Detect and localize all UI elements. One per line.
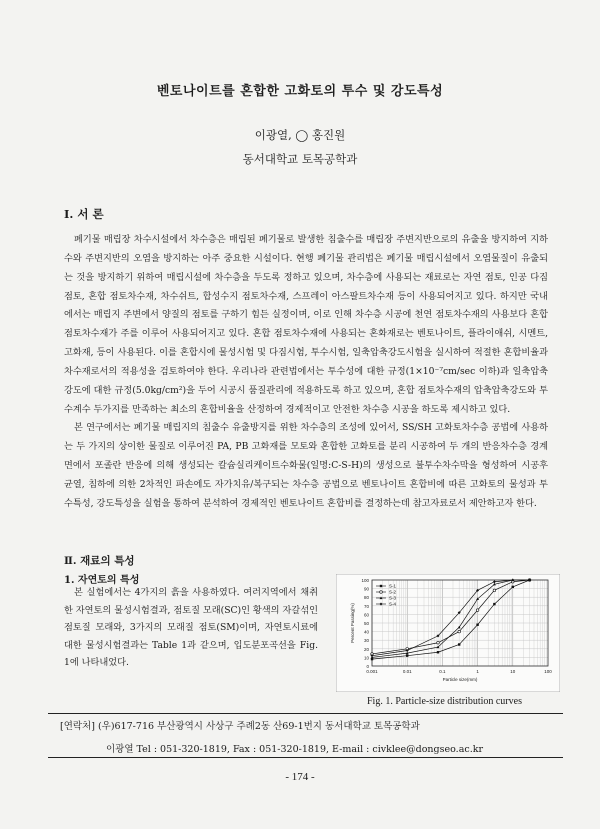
- figure-caption: Fig. 1. Particle-size distribution curves: [367, 696, 522, 707]
- data-point-s-2: [458, 630, 461, 633]
- x-axis-label: Particle size(mm): [442, 677, 478, 682]
- introduction-body: [64, 231, 548, 514]
- data-point-s-2: [437, 641, 440, 644]
- y-tick-label: 80: [363, 595, 369, 601]
- x-tick-label: 0.001: [366, 669, 378, 674]
- intro-paragraph-2: 본 연구에서는 폐기물 매립지의 침출수 유출방지를 위한 차수층의 조성에 있어서, SS/SH 고화토차수층 공법에 사용하는 두 가지의 상이한 물질로 이루어진 PA, PB 고화재를 모토와 혼합한 고화토를 분리 시공하여 두 개의 반응차수층 경계면에서 포졸란 반응에 의해 생성되는 칼슘실리케이트수화물(일명:C-S-H)의 생성으로 불투수차수막을 형성하여 시공후 균열, 침하에 의한 2차적인 파손에도 자가치유/복구되는 차수층 공법으로 벤토나이트 혼합비에 따른 고화토의 물성과 투수특성, 강도특성을 실험을 통하여 분석하여 경제적인 벤토나이트 혼합비를 결정하는데 참고자료로서 제안하고자 한다.: [64, 422, 548, 509]
- particle-size-chart: [336, 574, 560, 692]
- y-tick-label: 50: [363, 621, 369, 626]
- materials-body: [64, 584, 318, 672]
- y-tick-label: 70: [363, 603, 369, 609]
- legend-marker-s-1: [380, 585, 382, 587]
- footnote-rule-bottom: [48, 757, 563, 758]
- x-tick-label: 0.1: [439, 669, 446, 674]
- subsection-1-heading: 1. 자연토의 특성: [64, 575, 140, 586]
- section-1-heading: Ⅰ. 서 론: [64, 207, 104, 221]
- affiliation: 동서대학교 토목공학과: [242, 152, 358, 166]
- x-tick-label: 10: [510, 669, 516, 674]
- contact-address: [연락처] (우)617-716 부산광역시 사상구 주례2동 산69-1번지 동서대학교 토목공학과: [60, 721, 420, 732]
- contact-phone-email: 이광열 Tel : 051-320-1819, Fax : 051-320-1819, E-mail : civklee@dongseo.ac.kr: [106, 744, 484, 755]
- legend-label-s-3: S-3: [389, 595, 397, 601]
- y-tick-label: 20: [363, 646, 369, 652]
- section-2-heading: Ⅱ. 재료의 특성: [64, 555, 135, 567]
- y-tick-label: 100: [361, 578, 369, 583]
- footnote-rule-top: [48, 713, 563, 714]
- author-names: 이광열, ◯ 홍진원: [254, 128, 346, 142]
- data-point-s-1: [458, 643, 460, 645]
- data-point-s-1: [476, 624, 478, 626]
- data-point-s-1: [493, 603, 495, 605]
- y-tick-label: 40: [363, 629, 369, 635]
- y-tick-label: 10: [363, 655, 369, 661]
- x-tick-label: 0.01: [402, 669, 412, 674]
- legend-label-s-1: S-1: [389, 583, 397, 589]
- y-tick-label: 60: [363, 612, 369, 618]
- legend-marker-s-2: [380, 591, 383, 594]
- legend-label-s-2: S-2: [389, 589, 397, 595]
- y-tick-label: 30: [363, 638, 369, 644]
- paper-title: 벤토나이트를 혼합한 고화토의 투수 및 강도특성: [156, 84, 444, 99]
- figure-frame: [336, 574, 560, 692]
- data-point-s-1: [512, 586, 514, 588]
- y-tick-label: 90: [363, 586, 369, 592]
- data-point-s-1: [406, 654, 408, 656]
- x-tick-label: 100: [544, 669, 552, 674]
- y-axis-label: Percent Passing(%): [350, 603, 355, 643]
- data-point-s-2: [476, 609, 479, 612]
- figure-1: [336, 574, 560, 692]
- data-point-s-1: [437, 651, 439, 653]
- page-number: - 174 -: [285, 771, 315, 783]
- materials-paragraph: 본 실험에서는 4가지의 흙을 사용하였다. 여러지역에서 채취한 자연토의 물성시험결과, 점토질 모래(SC)인 황색의 자갈섞인 점토질 모래와, 3가지의 모래질 점토(SM)이며, 자연토시료에 대한 물성시험결과는 Table 1과 같으며, 입도분포곡선을 Fig. 1에 나타내었다.: [64, 587, 318, 668]
- y-tick-label: 0: [366, 664, 369, 669]
- data-point-s-2: [493, 589, 496, 592]
- intro-paragraph-1: 폐기물 매립장 차수시설에서 차수층은 매립된 폐기물로 발생한 침출수를 매립장 주변지반으로의 유출을 방지하여 지하수와 주변지반의 오염을 방지하는 아주 중요한 시설이다. 현행 폐기물 관리법은 폐기물 매립시설에서 오염물질이 유출되는 것을 방지하기 위하여 매립시설에 차수층을 두도록 정하고 있으며, 차수층에 사용되는 재료로는 자연 점토, 인공 다짐점토, 혼합 점토차수재, 차수쉬트, 합성수지 점토차수재, 스프레이 아스팔트차수재 등이 사용되어지고 있다. 하지만 국내에서는 매립지 주변에서 양질의 점토를 구하기 힘든 실정이며, 이로 인해 차수층 시공에 천연 점토차수재의 사용보다 혼합 점토차수재가 주를 이루어 사용되어지고 있다. 혼합 점토차수재에 사용되는 혼화재로는 벤토나이트, 플라이애쉬, 시멘트, 고화재, 등이 사용된다. 이를 혼합시에 물성시험 및 다짐시험, 투수시험, 일축압축강도시험을 실시하여 적절한 혼합비율과 차수재로서의 적용성을 검토하여야 한다. 우리나라 관련법에서는 투수성에 대한 규정(1×10⁻⁷cm/sec 이하)과 일축압축강도에 대한 규정(5.0kg/cm²)을 두어 시공시 품질관리에 적용하도록 하고 있으며, 혼합 점토차수재의 압축압축강도와 투수계수 두가지를 만족하는 최소의 혼합비율을 산정하여 경제적이고 안전한 차수층 시공을 하도록 제시하고 있다.: [64, 234, 548, 415]
- legend-label-s-4: S-4: [389, 601, 397, 607]
- x-tick-label: 1: [476, 669, 479, 674]
